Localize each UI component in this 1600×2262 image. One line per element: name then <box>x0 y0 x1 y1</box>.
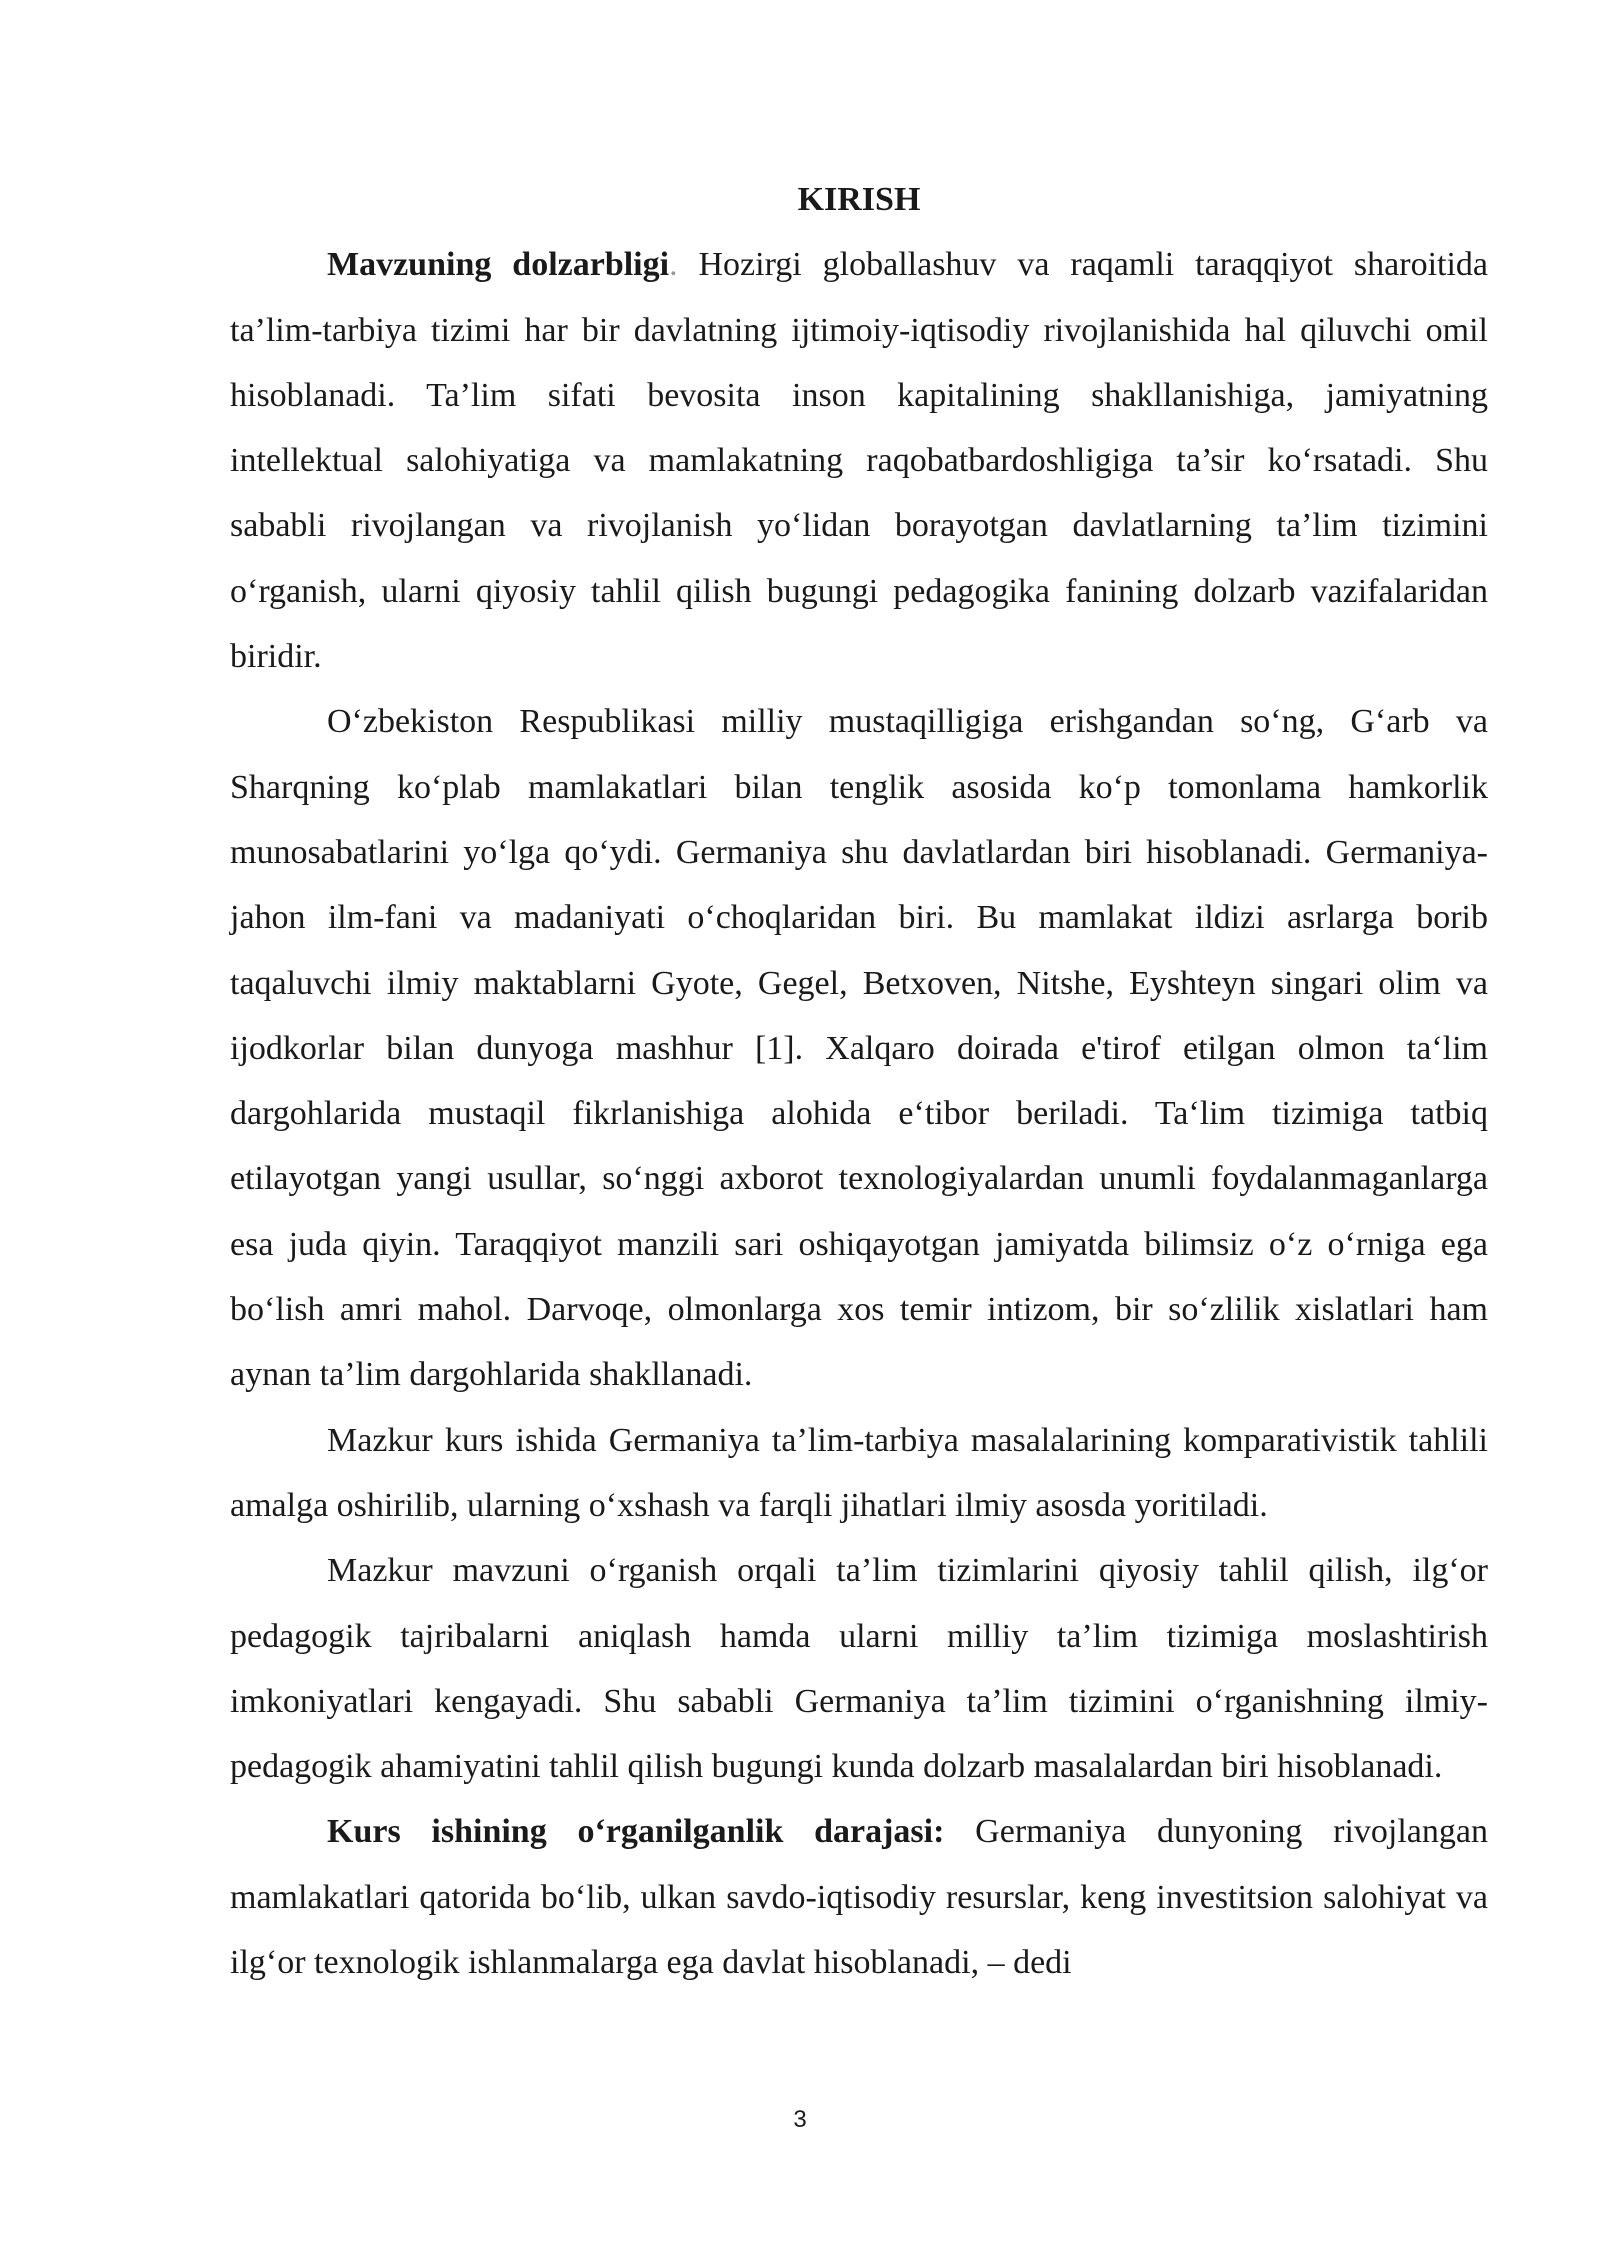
document-body <box>230 167 1488 1995</box>
page-number: 3 <box>793 2106 807 2133</box>
paragraph-course-work <box>230 1408 1488 1539</box>
section-heading: KIRISH <box>797 181 921 218</box>
paragraph-uzbekistan-germany <box>230 689 1488 1407</box>
paragraph-relevance <box>230 232 1488 689</box>
paragraph-text: O‘zbekiston Respublikasi milliy mustaqilligiga erishgandan so‘ng, G‘arb va Sharqning ko‘plab mamlakatlari bilan tenglik asosida ko‘p tomonlama hamkorlik munosabatlarini yo‘lga qo‘ydi. Germaniya shu davlatlardan biri hisoblanadi. Germaniya-jahon ilm-fani va madaniyati o‘choqlaridan biri. Bu mamlakat ildizi asrlarga borib taqaluvchi ilmiy maktablarni Gyote, Gegel, Betxoven, Nitshe, Eyshteyn singari olim va ijodkorlar bilan dunyoga mashhur [1]. Xalqaro doirada e'tirof etilgan olmon ta‘lim dargohlarida mustaqil fikrlanishiga alohida e‘tibor beriladi. Ta‘lim tizimiga tatbiq etilayotgan yangi usullar, so‘nggi axborot texnologiyalardan unumli foydalanmaganlarga esa juda qiyin. Taraqqiyot manzili sari oshiqayotgan jamiyatda bilimsiz o‘z o‘rniga ega bo‘lish amri mahol. Darvoqe, olmonlarga xos temir intizom, bir so‘zlilik xislatlari ham aynan ta’lim dargohlarida shakllanadi. <box>230 703 1488 1394</box>
paragraph-text: Mazkur kurs ishida Germaniya ta’lim-tarbiya masalalarining komparativistik tahlili amalga oshirilib, ularning o‘xshash va farqli jihatlari ilmiy asosda yoritiladi. <box>230 1421 1488 1524</box>
paragraph-lead: Kurs ishining o‘rganilganlik darajasi: <box>327 1813 945 1851</box>
paragraph-text: Germaniya dunyoning rivojlangan mamlakatlari qatorida bo‘lib, ulkan savdo-iqtisodiy resurslar, keng investitsion salohiyat va ilg‘or texnologik ishlanmalarga ega davlat hisoblanadi, – dedi <box>230 1813 1488 1982</box>
paragraph-text: Hozirgi globallashuv va raqamli taraqqiyot sharoitida ta’lim-tarbiya tizimi har bir davlatning ijtimoiy-iqtisodiy rivojlanishida hal qiluvchi omil hisoblanadi. Ta’lim sifati bevosita inson kapitalining shakllanishiga, jamiyatning intellektual salohiyatiga va mamlakatning raqobatbardoshligiga ta’sir ko‘rsatadi. Shu sababli rivojlangan va rivojlanish yo‘lidan borayotgan davlatlarning ta’lim tizimini o‘rganish, ularni qiyosiy tahlil qilish bugungi pedagogika fanining dolzarb vazifalaridan biridir. <box>230 246 1488 676</box>
paragraph-lead: Mavzuning dolzarbligi <box>327 246 670 284</box>
paragraph-study-level <box>230 1799 1488 1995</box>
paragraph-topic-study <box>230 1538 1488 1799</box>
lead-punctuation: . <box>669 246 678 284</box>
paragraph-text: Mazkur mavzuni o‘rganish orqali ta’lim tizimlarini qiyosiy tahlil qilish, ilg‘or pedagogik tajribalarni aniqlash hamda ularni milliy ta’lim tizimiga moslashtirish imkoniyatlari kengayadi. Shu sababli Germaniya ta’lim tizimini o‘rganishning ilmiy-pedagogik ahamiyatini tahlil qilish bugungi kunda dolzarb masalalardan biri hisoblanadi. <box>230 1552 1488 1786</box>
